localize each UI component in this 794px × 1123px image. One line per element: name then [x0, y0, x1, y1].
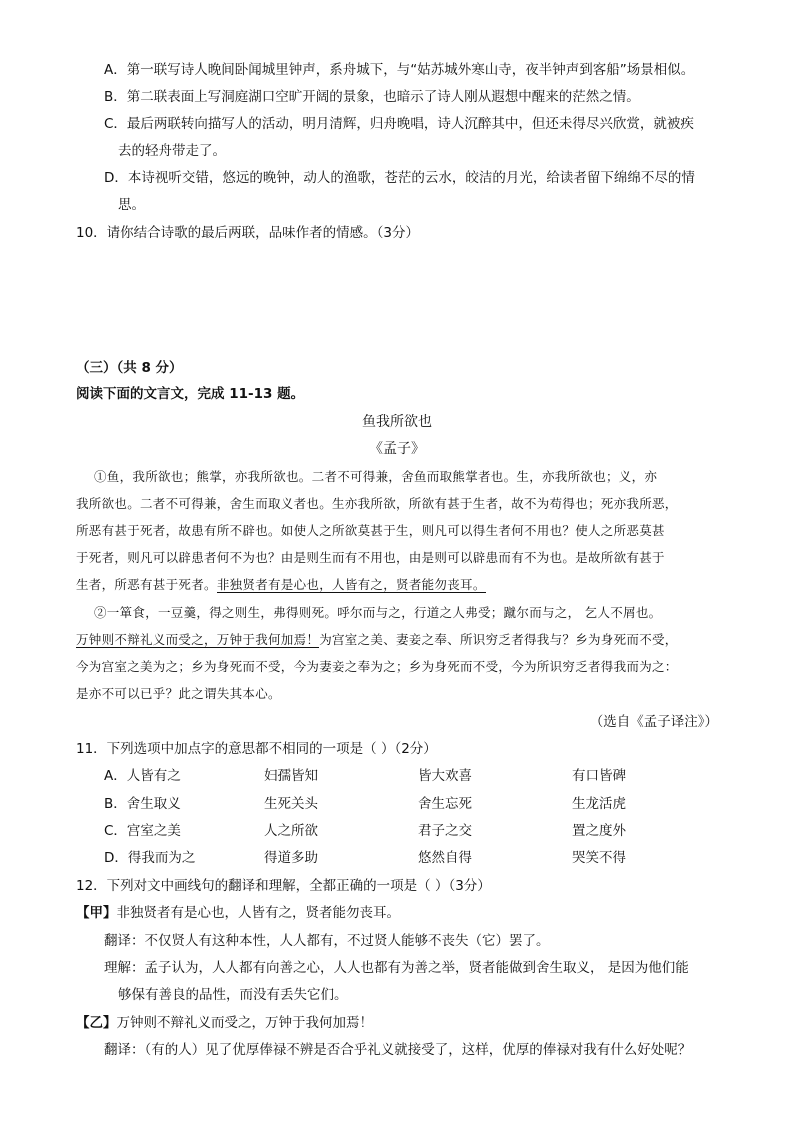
- passage-p1-text: 生者，所恶有甚于死者。: [76, 577, 217, 592]
- q11-option: 悠然自得: [418, 850, 472, 866]
- q9-option-b: B．第二联表面上写洞庭湖口空旷开阔的景象，也暗示了诗人刚从遐想中醒来的茫然之情。: [104, 89, 640, 105]
- passage-p2-line: 今为宫室之美为之；乡为身死而不受，今为妻妾之奉为之；乡为身死而不受，今为所识穷乏者得我而为之：: [76, 659, 678, 674]
- q12-jia-label: 【甲】: [76, 905, 117, 921]
- passage-p1-line: ①鱼，我所欲也；熊掌，亦我所欲也。二者不可得兼，舍鱼而取熊掌者也。生，亦我所欲也；义，亦: [94, 469, 658, 484]
- passage-source: （选自《孟子译注》）: [589, 714, 718, 730]
- question-10: 10．请你结合诗歌的最后两联，品味作者的情感。（3分）: [76, 225, 420, 241]
- q12-jia-translation: 翻译：不仅贤人有这种本性，人人都有，不过贤人能够不丧失（它）罢了。: [104, 933, 550, 949]
- q11-option: 生死关头: [264, 796, 318, 812]
- q11-option: 生龙活虎: [572, 796, 626, 812]
- q11-option: C．宫室之美: [104, 823, 181, 839]
- question-11: 11．下列选项中加点字的意思都不相同的一项是（ ）（2分）: [76, 741, 437, 757]
- q9-option-d-line2: 思。: [118, 197, 145, 213]
- passage-author: 《孟子》: [369, 441, 425, 457]
- q11-option: 哭笑不得: [572, 850, 626, 866]
- q12-jia-text: 非独贤者有是心也，人皆有之，贤者能勿丧耳。: [116, 905, 400, 921]
- q12-yi-text: 万钟则不辩礼义而受之，万钟于我何加焉！: [116, 1015, 373, 1031]
- passage-p2-line: ②一箪食，一豆羹，得之则生，弗得则死。呼尔而与之，行道之人弗受；蹴尔而与之， 乞人不屑也。: [94, 605, 662, 620]
- q12-yi-translation: 翻译：（有的人）见了优厚俸禄不辨是否合乎礼义就接受了，这样，优厚的俸禄对我有什么好处呢？: [104, 1042, 692, 1058]
- passage-p2-line-2: [76, 630, 678, 650]
- q12-yi-label: 【乙】: [76, 1015, 117, 1031]
- passage-title: 鱼我所欲也: [362, 414, 432, 430]
- passage-p1-line: 我所欲也。二者不可得兼，舍生而取义者也。生亦我所欲，所欲有甚于生者，故不为苟得也；死亦我所恶，: [76, 496, 678, 511]
- q11-option: 妇孺皆知: [264, 768, 318, 784]
- q11-option: D．得我而为之: [104, 850, 196, 866]
- passage-p2-line: 是亦不可以已乎？此之谓失其本心。: [76, 686, 281, 701]
- q12-yi: [76, 1013, 373, 1033]
- q12-jia-understanding: 理解：孟子认为，人人都有向善之心，人人也都有为善之举，贤者能做到舍生取义， 是因为他们能: [104, 960, 689, 976]
- passage-p2-text: 为宫室之美、妻妾之奉、所识穷乏者得我与？乡为身死而不受，: [319, 632, 678, 647]
- q11-option: 舍生忘死: [418, 796, 472, 812]
- q11-option: 君子之交: [418, 823, 472, 839]
- q11-option: 得道多助: [264, 850, 318, 866]
- q12-jia-understanding-cont: 够保有善良的品性，而没有丢失它们。: [118, 987, 348, 1003]
- underlined-sentence-yi: 万钟则不辩礼义而受之，万钟于我何加焉！: [76, 632, 320, 647]
- q9-option-d-line1: D．本诗视听交错，悠远的晚钟，动人的渔歌，苍茫的云水，皎洁的月光，给读者留下绵绵不尽的情: [104, 170, 695, 186]
- question-12: 12．下列对文中画线句的翻译和理解，全都正确的一项是（ ）（3分）: [76, 878, 491, 894]
- section-heading: （三）（共 8 分）: [76, 360, 183, 376]
- passage-p1-line: 所恶有甚于死者，故患有所不辟也。如使人之所欲莫甚于生，则凡可以得生者何不用也？使人之所恶莫甚: [76, 523, 665, 538]
- passage-p1-line: 于死者，则凡可以辟患者何不为也？由是则生而有不用也，由是则可以辟患而有不为也。是故所欲有甚于: [76, 550, 665, 565]
- q9-option-c-line1: C．最后两联转向描写人的活动，明月清辉，归舟晚唱，诗人沉醉其中，但还未得尽兴欣赏，就被疾: [104, 116, 694, 132]
- q11-option: A．人皆有之: [104, 768, 181, 784]
- q9-option-c-line2: 去的轻舟带走了。: [118, 143, 226, 159]
- underlined-sentence-jia: 非独贤者有是心也，人皆有之，贤者能勿丧耳。: [216, 577, 486, 592]
- q12-jia: [76, 903, 400, 923]
- q11-option: 人之所欲: [264, 823, 318, 839]
- q11-option: 皆大欢喜: [418, 768, 472, 784]
- q11-option: 有口皆碑: [572, 768, 626, 784]
- q11-option: 置之度外: [572, 823, 626, 839]
- q11-option: B．舍生取义: [104, 796, 181, 812]
- q9-option-a: A．第一联写诗人晚间卧闻城里钟声，系舟城下，与“姑苏城外寒山寺，夜半钟声到客船”场景相似。: [104, 62, 695, 78]
- section-instruction: 阅读下面的文言文，完成 11-13 题。: [76, 386, 305, 402]
- passage-p1-last-line: [76, 575, 486, 595]
